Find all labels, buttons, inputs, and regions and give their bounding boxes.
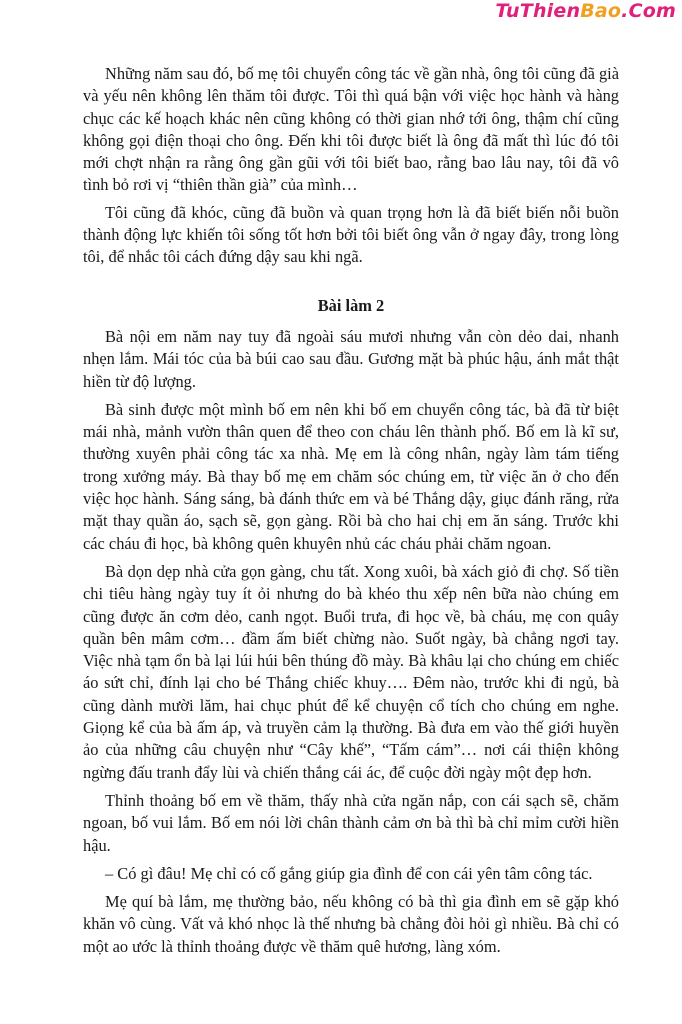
paragraph: Bà nội em năm nay tuy đã ngoài sáu mươi nhưng vẫn còn dẻo dai, nhanh nhẹn lắm. Mái tóc của bà búi cao sau đầu. Gương mặt bà phúc hậu, ánh mắt thật hiền từ độ lượng. [83,326,619,391]
dialogue-line: – Có gì đâu! Mẹ chỉ có cố gắng giúp gia đình để con cái yên tâm công tác. [105,863,593,883]
paragraph: Bà dọn dẹp nhà cửa gọn gàng, chu tất. Xong xuôi, bà xách giỏ đi chợ. Số tiền chi tiêu hàng ngày tuy ít ỏi nhưng do bà khéo thu xếp nên bữa nào chúng em cũng được ăn cơm dẻo, canh ngọt. Buổi trưa, đi học về, bà cháu, mẹ con quây quần bên mâm cơm… đầm ấm biết chừng nào. Suốt ngày, bà chẳng ngơi tay. Việc nhà tạm ổn bà lại lúi húi bên thúng đồ mày. Bà khâu lại cho chúng em chiếc áo sứt chỉ, đính lại cho bé Thắng chiếc khuy…. Đêm nào, trước khi đi ngủ, bà cũng dành mười lăm, hai chục phút để kể chuyện cổ tích cho chúng em nghe. Giọng kể của bà ấm áp, và truyền cảm lạ thường. Bà đưa em vào thế giới huyền ảo của những câu chuyện như “Cây khế”, “Tấm cám”… nơi cái thiện không ngừng đấu tranh đẩy lùi và chiến thắng cái ác, để cuộc đời ngày một đẹp hơn. [83,561,619,782]
site-watermark-logo [495,0,676,22]
paragraph: Thỉnh thoảng bố em về thăm, thấy nhà cửa ngăn nắp, con cái sạch sẽ, chăm ngoan, bố vui lắm. Bố em nói lời chân thành cảm ơn bà thì bà chỉ mỉm cười hiền hậu. [83,790,619,855]
essay-section-1 [83,63,619,269]
watermark-part-tuthien: TuThien [495,0,581,22]
page-content [83,63,619,958]
watermark-part-com: .Com [621,0,676,22]
watermark-part-bao: Bao [580,0,622,22]
paragraph: Bà sinh được một mình bố em nên khi bố em chuyển công tác, bà đã từ biệt mái nhà, mảnh vườn thân quen để theo con cháu lên thành phố. Bố em là kĩ sư, thường xuyên phải công tác xa nhà. Mẹ em là công nhân, ngày làm tám tiếng trong xưởng máy. Bà thay bố mẹ em chăm sóc chúng em, từ việc ăn ở cho đến việc học hành. Sáng sáng, bà đánh thức em và bé Thắng dậy, giục đánh răng, rửa mặt thay quần áo, sạch sẽ, gọn gàng. Rồi bà cho hai chị em ăn sáng. Trước khi các cháu đi học, bà không quên khuyên nhủ các cháu phải chăm ngoan. [83,399,619,553]
paragraph: Những năm sau đó, bố mẹ tôi chuyển công tác về gần nhà, ông tôi cũng đã già và yếu nên không lên thăm tôi được. Tôi thì quá bận với việc học hành và hàng chục các kế hoạch khác nên cũng không có thời gian nhớ tới ông, thậm chí cũng không gọi điện thoại cho ông. Đến khi tôi được biết là ông đã mất thì lúc đó tôi mới chợt nhận ra rằng ông gần gũi với tôi biết bao, rằng bao lâu nay, tôi đã vô tình bỏ rơi vị “thiên thần già” của mình… [83,64,619,195]
paragraph: Tôi cũng đã khóc, cũng đã buồn và quan trọng hơn là đã biết biến nỗi buồn thành động lực khiến tôi sống tốt hơn bởi tôi biết ông vẫn ở ngay đây, trong lòng tôi, để nhắc tôi cách đứng dậy sau khi ngã. [83,202,619,267]
section-heading: Bài làm 2 [317,295,385,315]
paragraph: Mẹ quí bà lắm, mẹ thường bảo, nếu không có bà thì gia đình em sẽ gặp khó khăn vô cùng. Vất vả khó nhọc là thế nhưng bà chẳng đòi hỏi gì nhiều. Bà chỉ có một ao ước là thỉnh thoảng được về thăm quê hương, làng xóm. [83,892,619,956]
essay-section-2 [83,326,619,958]
